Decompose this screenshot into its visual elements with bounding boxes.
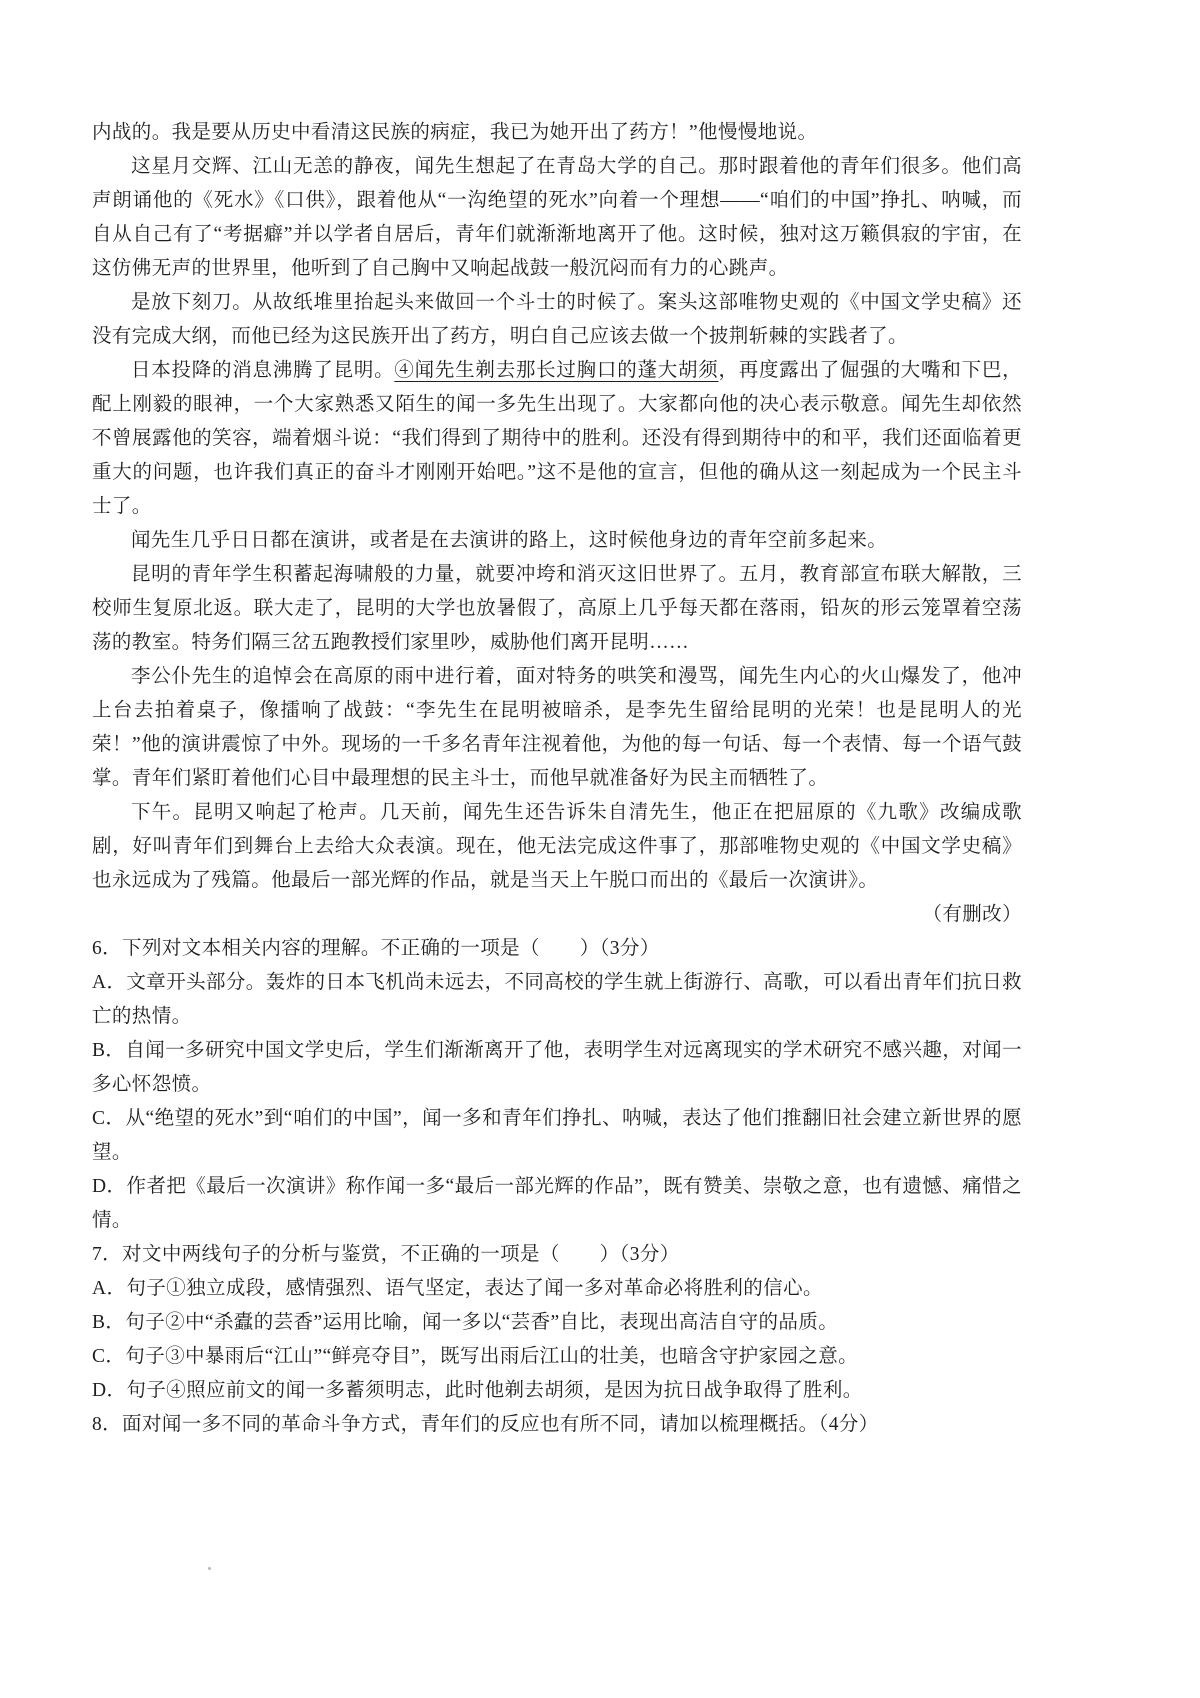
text-segment: 李公仆先生的追悼会在高原的雨中进行着，面对特务的哄笑和漫骂，闻先生内心的火山爆发了，他冲上台去拍着桌子，像擂响了战鼓：“李先生在昆明被暗杀，是李先生留给昆明的光荣！也是昆明人的光荣！”他的演讲震惊了中外。现场的一千多名青年注视着他，为他的每一句话、每一个表情、每一个语气鼓掌。青年们紧盯着他们心目中最理想的民主斗士，而他早就准备好为民主而牺牲了。	[92, 666, 1022, 789]
question-7-option-c	[92, 1340, 1022, 1374]
text-segment: A．文章开头部分。轰炸的日本飞机尚未远去，不同高校的学生就上街游行、高歌，可以看出青年们抗日救亡的热情。	[92, 972, 1022, 1027]
text-segment: D．作者把《最后一次演讲》称作闻一多“最后一部光辉的作品”，既有赞美、崇敬之意，也有遗憾、痛惜之情。	[92, 1176, 1022, 1231]
text-segment: A．句子①独立成段，感情强烈、语气坚定，表达了闻一多对革命必将胜利的信心。	[92, 1278, 823, 1299]
text-segment: 日本投降的消息沸腾了昆明。	[131, 360, 395, 381]
body-paragraph-touxiang	[92, 354, 1022, 524]
question-7-stem	[92, 1238, 1022, 1272]
text-segment: 下午。昆明又响起了枪声。几天前，闻先生还告诉朱自清先生，他正在把屈原的《九歌》改编成歌剧，好叫青年们到舞台上去给大众表演。现在，他无法完成这件事了，那部唯物史观的《中国文学史稿》也永远成为了残篇。他最后一部光辉的作品，就是当天上午脱口而出的《最后一次演讲》。	[92, 802, 1022, 891]
text-segment: 7．对文中两线句子的分析与鉴赏，不正确的一项是（ ）（3分）	[92, 1244, 680, 1265]
question-7-option-d	[92, 1374, 1022, 1408]
body-paragraph-qingdao	[92, 150, 1022, 286]
body-paragraph-doushi	[92, 286, 1022, 354]
question-6-option-c	[92, 1102, 1022, 1170]
scan-artifact-dot	[208, 1567, 211, 1570]
text-segment: 昆明的青年学生积蓄起海啸般的力量，就要冲垮和消灭这旧世界了。五月，教育部宣布联大解散，三校师生复原北返。联大走了，昆明的大学也放暑假了，高原上几乎每天都在落雨，铅灰的形云笼罩着空荡荡的教室。特务们隔三岔五跑教授们家里吵，威胁他们离开昆明……	[92, 564, 1022, 653]
question-7-option-a	[92, 1272, 1022, 1306]
text-segment: B．句子②中“杀蠹的芸香”运用比喻，闻一多以“芸香”自比，表现出高洁自守的品质。	[92, 1312, 839, 1333]
text-segment: ，再度露出了倔强的大嘴和下巴，配上刚毅的眼神，一个大家熟悉又陌生的闻一多先生出现了。大家都向他的决心表示敬意。闻先生却依然不曾展露他的笑容，端着烟斗说：“我们得到了期待中的胜利。还没有得到期待中的和平，我们还面临着更重大的问题，也许我们真正的奋斗才刚刚开始吧。”这不是他的宣言，但他的确从这一刻起成为一个民主斗士了。	[92, 360, 1022, 517]
text-segment: D．句子④照应前文的闻一多蓄须明志，此时他剃去胡须，是因为抗日战争取得了胜利。	[92, 1380, 863, 1401]
text-segment: 闻先生几乎日日都在演讲，或者是在去演讲的路上，这时候他身边的青年空前多起来。	[131, 530, 888, 551]
text-segment: 是放下刻刀。从故纸堆里抬起头来做回一个斗士的时候了。案头这部唯物史观的《中国文学史稿》还没有完成大纲，而他已经为这民族开出了药方，明白自己应该去做一个披荆斩棘的实践者了。	[92, 292, 1022, 347]
text-segment: （有删改）	[922, 904, 1022, 925]
text-segment: 6．下列对文本相关内容的理解。不正确的一项是（ ）（3分）	[92, 938, 660, 959]
question-7-option-b	[92, 1306, 1022, 1340]
body-line-continuation	[92, 116, 1022, 150]
text-segment: 8．面对闻一多不同的革命斗争方式，青年们的反应也有所不同，请加以梳理概括。（4分）	[92, 1414, 879, 1435]
body-paragraph-zhuidaohui	[92, 660, 1022, 796]
question-6-option-b	[92, 1034, 1022, 1102]
text-segment: 内战的。我是要从历史中看清这民族的病症，我已为她开出了药方！”他慢慢地说。	[92, 122, 818, 143]
text-segment: 这星月交辉、江山无恙的静夜，闻先生想起了在青岛大学的自己。那时跟着他的青年们很多。他们高声朗诵他的《死水》《口供》，跟着他从“一沟绝望的死水”向着一个理想——“咱们的中国”挣扎、呐喊，而自从自己有了“考据癖”并以学者自居后，青年们就渐渐地离开了他。这时候，独对这万籁俱寂的宇宙，在这仿佛无声的世界里，他听到了自己胸中又响起战鼓一般沉闷而有力的心跳声。	[92, 156, 1022, 279]
underlined-sentence: ④闻先生剃去那长过胸口的蓬大胡须	[394, 360, 719, 381]
body-paragraph-xiawu	[92, 796, 1022, 898]
text-segment: B．自闻一多研究中国文学史后，学生们渐渐离开了他，表明学生对远离现实的学术研究不感兴趣，对闻一多心怀怨愤。	[92, 1040, 1022, 1095]
body-paragraph-kunming	[92, 558, 1022, 660]
question-6-option-d	[92, 1170, 1022, 1238]
text-segment: C．从“绝望的死水”到“咱们的中国”，闻一多和青年们挣扎、呐喊，表达了他们推翻旧社会建立新世界的愿望。	[92, 1108, 1022, 1163]
question-6-option-a	[92, 966, 1022, 1034]
question-6-stem	[92, 932, 1022, 966]
text-segment: C．句子③中暴雨后“江山”“鲜亮夺目”，既写出雨后江山的壮美，也暗含守护家园之意。	[92, 1346, 859, 1367]
question-8-stem	[92, 1408, 1022, 1442]
document-body	[92, 116, 1022, 1442]
body-paragraph-yanjiang	[92, 524, 1022, 558]
attribution	[92, 898, 1022, 932]
